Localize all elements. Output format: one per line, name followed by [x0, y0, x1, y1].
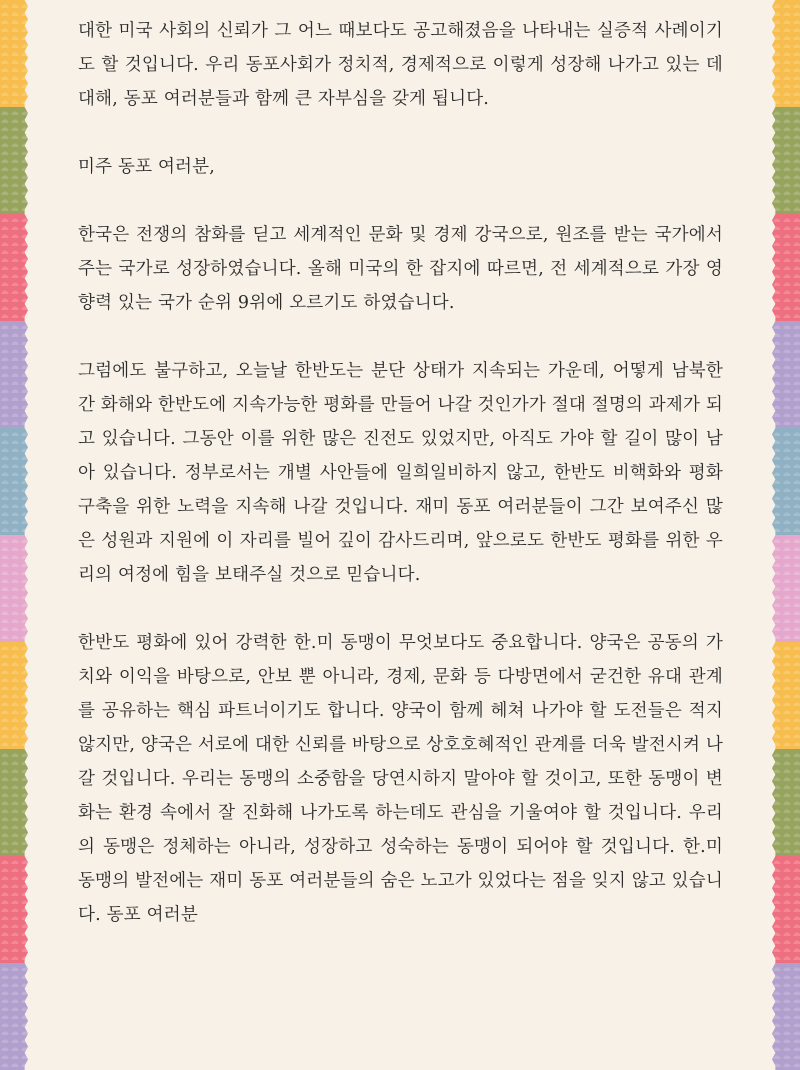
right-border-stripe [772, 107, 800, 214]
left-border-stripe [0, 856, 28, 963]
left-border-stripe [0, 535, 28, 642]
right-border-stripe [772, 749, 800, 856]
right-border-stripe [772, 963, 800, 1070]
paragraph-intro-continuation: 대한 미국 사회의 신뢰가 그 어느 때보다도 공고해졌음을 나타내는 실증적 사례이기도 할 것입니다. 우리 동포사회가 정치적, 경제적으로 이렇게 성장해 나가고 있는 데 대해, 동포 여러분들과 함께 큰 자부심을 갖게 됩니다. [78, 21, 723, 109]
left-border-stripe [0, 321, 28, 428]
left-decorative-border [0, 0, 28, 981]
paragraph-korea-us-alliance: 한반도 평화에 있어 강력한 한.미 동맹이 무엇보다도 중요합니다. 양국은 공동의 가치와 이익을 바탕으로, 안보 뿐 아니라, 경제, 문화 등 다방면에서 굳건한 유대 관계를 공유하는 핵심 파트너이기도 합니다. 양국이 함께 헤쳐 나가야 할 도전들은 적지 않지만, 양국은 서로에 대한 신뢰를 바탕으로 상호호혜적인 관계를 더욱 발전시켜 나갈 것입니다. 우리는 동맹의 소중함을 당연시하지 말아야 할 것이고, 또한 동맹이 변화는 환경 속에서 잘 진화해 나가도록 하는데도 관심을 기울여야 할 것입니다. 우리의 동맹은 정체하는 아니라, 성장하고 성숙하는 동맹이 되어야 할 것입니다. 한.미 동맹의 발전에는 재미 동포 여러분들의 숨은 노고가 있었다는 점을 잊지 않고 있습니다. 동포 여러분 [78, 633, 723, 925]
paragraph-peninsula-peace: 그럼에도 불구하고, 오늘날 한반도는 분단 상태가 지속되는 가운데, 어떻게 남북한 간 화해와 한반도에 지속가능한 평화를 만들어 나갈 것인가가 절대 절명의 과제가 되고 있습니다. 그동안 이를 위한 많은 진전도 있었지만, 아직도 가야 할 길이 많이 남아 있습니다. 정부로서는 개별 사안들에 일희일비하지 않고, 한반도 비핵화와 평화 구축을 위한 노력을 지속해 나갈 것입니다. 재미 동포 여러분들이 그간 보여주신 많은 성원과 지원에 이 자리를 빌어 깊이 감사드리며, 앞으로도 한반도 평화를 위한 우리의 여정에 힘을 보태주실 것으로 믿습니다. [78, 361, 723, 585]
right-border-stripe [772, 428, 800, 535]
left-border-stripe [0, 107, 28, 214]
right-decorative-border [772, 0, 800, 981]
right-border-stripe [772, 214, 800, 321]
right-border-stripe [772, 321, 800, 428]
right-border-stripe [772, 642, 800, 749]
right-border-stripe [772, 535, 800, 642]
paragraph-korea-growth: 한국은 전쟁의 참화를 딛고 세계적인 문화 및 경제 강국으로, 원조를 받는 국가에서 주는 국가로 성장하였습니다. 올해 미국의 한 잡지에 따르면, 전 세계적으로 가장 영향력 있는 국가 순위 9위에 오르기도 하였습니다. [78, 225, 723, 313]
left-border-stripe [0, 963, 28, 1070]
left-border-stripe [0, 428, 28, 535]
left-border-stripe [0, 214, 28, 321]
right-border-stripe [772, 856, 800, 963]
salutation: 미주 동포 여러분, [78, 157, 216, 177]
letter-body [78, 14, 723, 966]
left-border-stripe [0, 749, 28, 856]
left-border-stripe [0, 642, 28, 749]
right-border-stripe [772, 0, 800, 107]
left-border-stripe [0, 0, 28, 107]
